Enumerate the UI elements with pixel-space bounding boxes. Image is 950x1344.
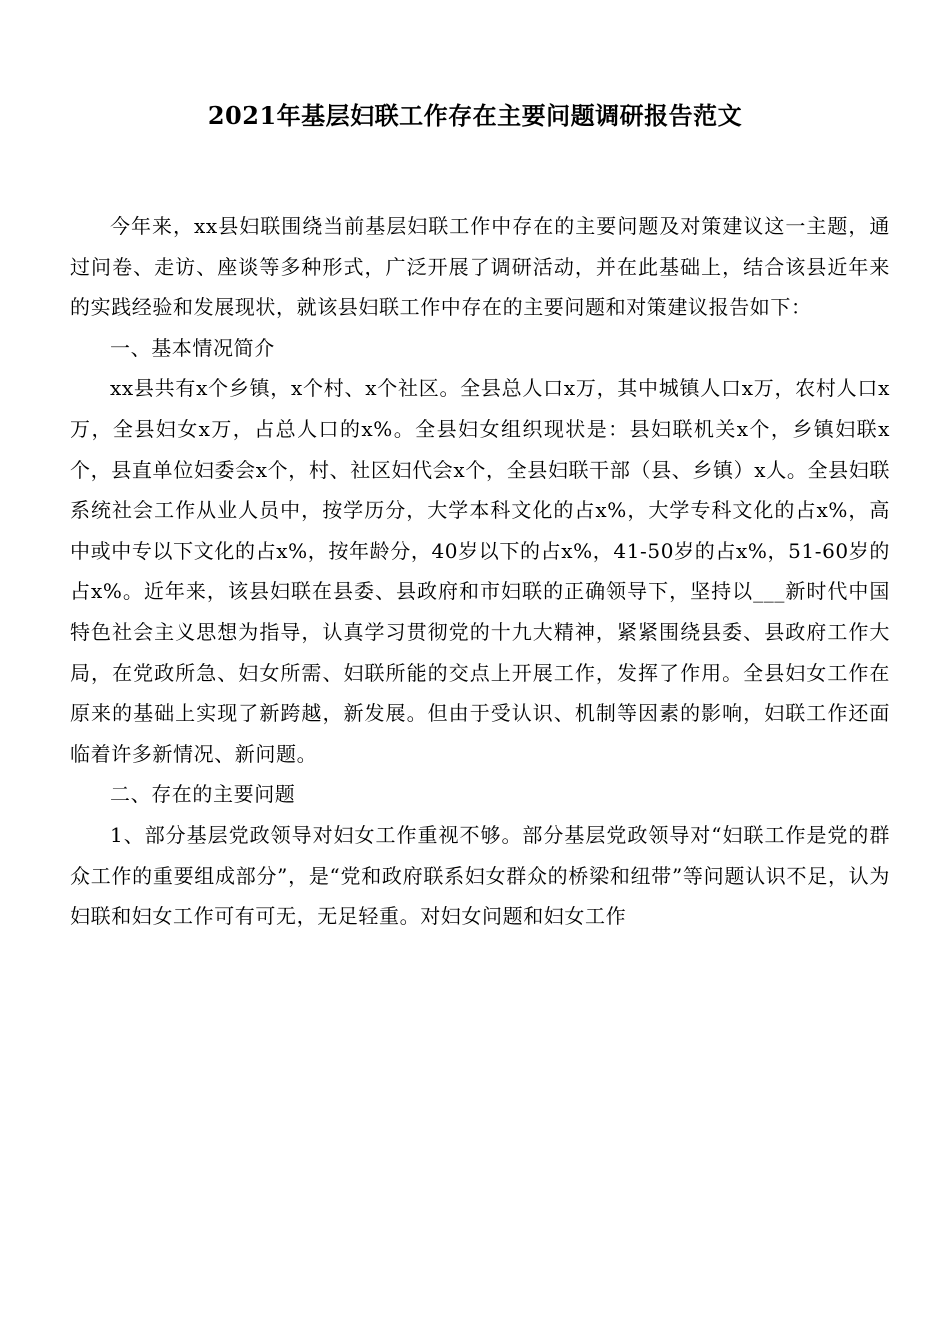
document-body <box>70 206 890 937</box>
document-title: 2021年基层妇联工作存在主要问题调研报告范文 <box>207 101 743 130</box>
paragraph-basic-info: xx县共有x个乡镇，x个村、x个社区。全县总人口x万，其中城镇人口x万，农村人口x万，全县妇女x万，占总人口的x%。全县妇女组织现状是：县妇联机关x个，乡镇妇联x个，县直单位妇委会x个，村、社区妇代会x个，全县妇联干部（县、乡镇）x人。全县妇联系统社会工作从业人员中，按学历分，大学本科文化的占x%，大学专科文化的占x%，高中或中专以下文化的占x%，按年龄分，40岁以下的占x%，41-50岁的占x%，51-60岁的占x%。近年来，该县妇联在县委、县政府和市妇联的正确领导下，坚持以___新时代中国特色社会主义思想为指导，认真学习贯彻党的十九大精神，紧紧围绕县委、县政府工作大局，在党政所急、妇女所需、妇联所能的交点上开展工作，发挥了作用。全县妇女工作在原来的基础上实现了新跨越，新发展。但由于受认识、机制等因素的影响，妇联工作还面临着许多新情况、新问题。 <box>70 376 890 766</box>
section-heading-main-problems: 二、存在的主要问题 <box>110 782 296 807</box>
paragraph-intro: 今年来，xx县妇联围绕当前基层妇联工作中存在的主要问题及对策建议这一主题，通过问卷、走访、座谈等多种形式，广泛开展了调研活动，并在此基础上，结合该县近年来的实践经验和发展现状，就该县妇联工作中存在的主要问题和对策建议报告如下： <box>70 214 890 320</box>
section-heading-basic-info: 一、基本情况简介 <box>110 335 275 360</box>
paragraph-problem-1: 1、部分基层党政领导对妇女工作重视不够。部分基层党政领导对“妇联工作是党的群众工作的重要组成部分”，是“党和政府联系妇女群众的桥梁和纽带”等问题认识不足，认为妇联和妇女工作可有可无，无足轻重。对妇女问题和妇女工作 <box>70 822 890 929</box>
